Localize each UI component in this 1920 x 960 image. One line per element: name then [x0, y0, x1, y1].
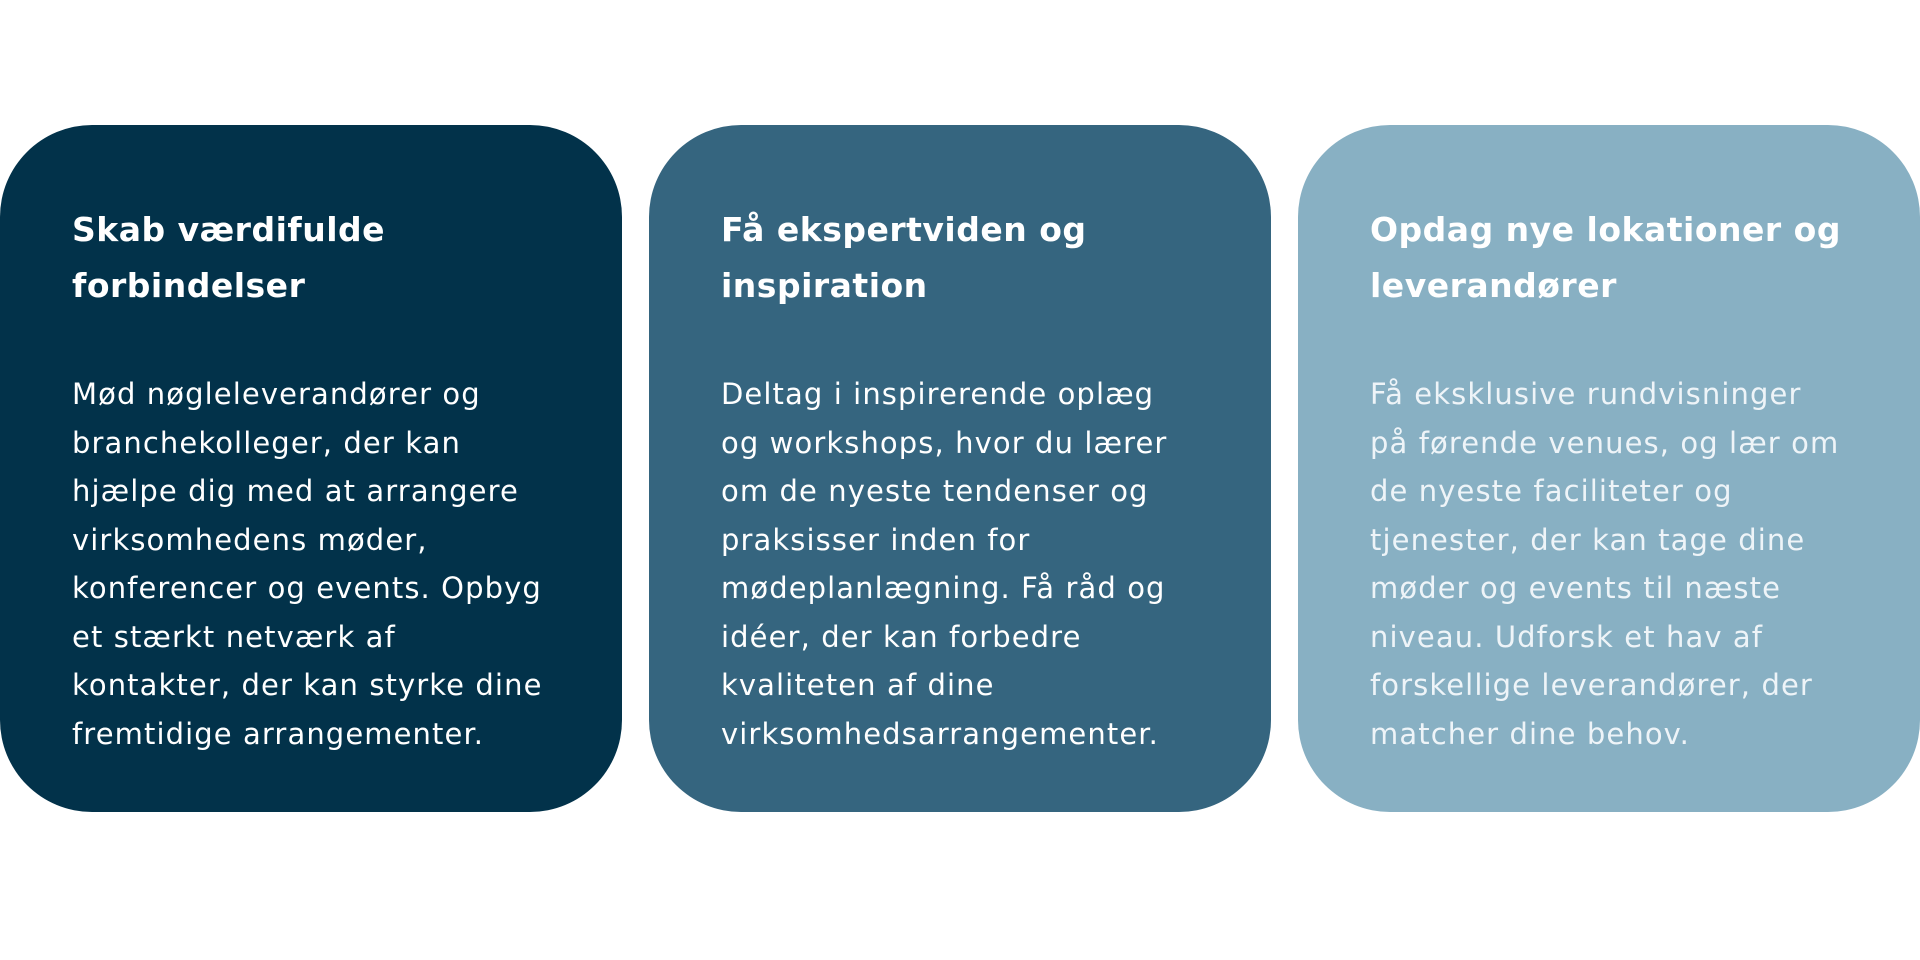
card-text-line: kvaliteten af dine — [721, 668, 995, 702]
card-title-line: forbindelser — [72, 266, 306, 305]
card-title-line: Opdag nye lokationer og — [1370, 210, 1841, 249]
feature-card-venues — [1298, 125, 1920, 812]
card-title — [721, 202, 1199, 314]
card-text-line: idéer, der kan forbedre — [721, 619, 1082, 654]
card-description — [1370, 370, 1848, 758]
card-text-line: møder og events til næste — [1370, 571, 1782, 605]
card-text-line: Deltag i inspirerende oplæg — [721, 377, 1155, 411]
card-text-line: tjenester, der kan tage dine — [1370, 522, 1806, 557]
card-text-line: på førende venues, og lær om — [1370, 425, 1840, 460]
card-text-line: Få eksklusive rundvisninger — [1370, 377, 1802, 411]
card-title — [72, 202, 550, 314]
card-title — [1370, 202, 1848, 314]
card-text-line: kontakter, der kan styrke dine — [72, 668, 543, 702]
feature-card-expertise — [649, 125, 1271, 812]
card-text-line: og workshops, hvor du lærer — [721, 425, 1168, 460]
card-text-line: virksomhedsarrangementer. — [721, 716, 1159, 751]
card-text-line: konferencer og events. Opbyg — [72, 571, 542, 605]
card-text-line: virksomhedens møder, — [72, 522, 428, 557]
card-title-line: leverandører — [1370, 266, 1617, 305]
card-text-line: hjælpe dig med at arrangere — [72, 474, 519, 508]
card-text-line: niveau. Udforsk et hav af — [1370, 619, 1764, 654]
card-text-line: om de nyeste tendenser og — [721, 474, 1149, 508]
card-title-line: Få ekspertviden og — [721, 210, 1087, 249]
card-text-line: mødeplanlægning. Få råd og — [721, 571, 1166, 605]
card-text-line: forskellige leverandører, der — [1370, 668, 1813, 702]
card-text-line: de nyeste faciliteter og — [1370, 474, 1733, 508]
card-text-line: branchekolleger, der kan — [72, 425, 461, 460]
card-text-line: matcher dine behov. — [1370, 716, 1691, 751]
feature-cards-row — [0, 125, 1920, 812]
card-text-line: et stærkt netværk af — [72, 619, 396, 654]
card-description — [721, 370, 1199, 758]
card-title-line: Skab værdifulde — [72, 210, 386, 249]
card-description — [72, 370, 550, 758]
card-text-line: fremtidige arrangementer. — [72, 716, 485, 751]
feature-card-connections — [0, 125, 622, 812]
card-text-line: praksisser inden for — [721, 522, 1031, 557]
card-text-line: Mød nøgleleverandører og — [72, 377, 481, 411]
card-title-line: inspiration — [721, 266, 928, 305]
